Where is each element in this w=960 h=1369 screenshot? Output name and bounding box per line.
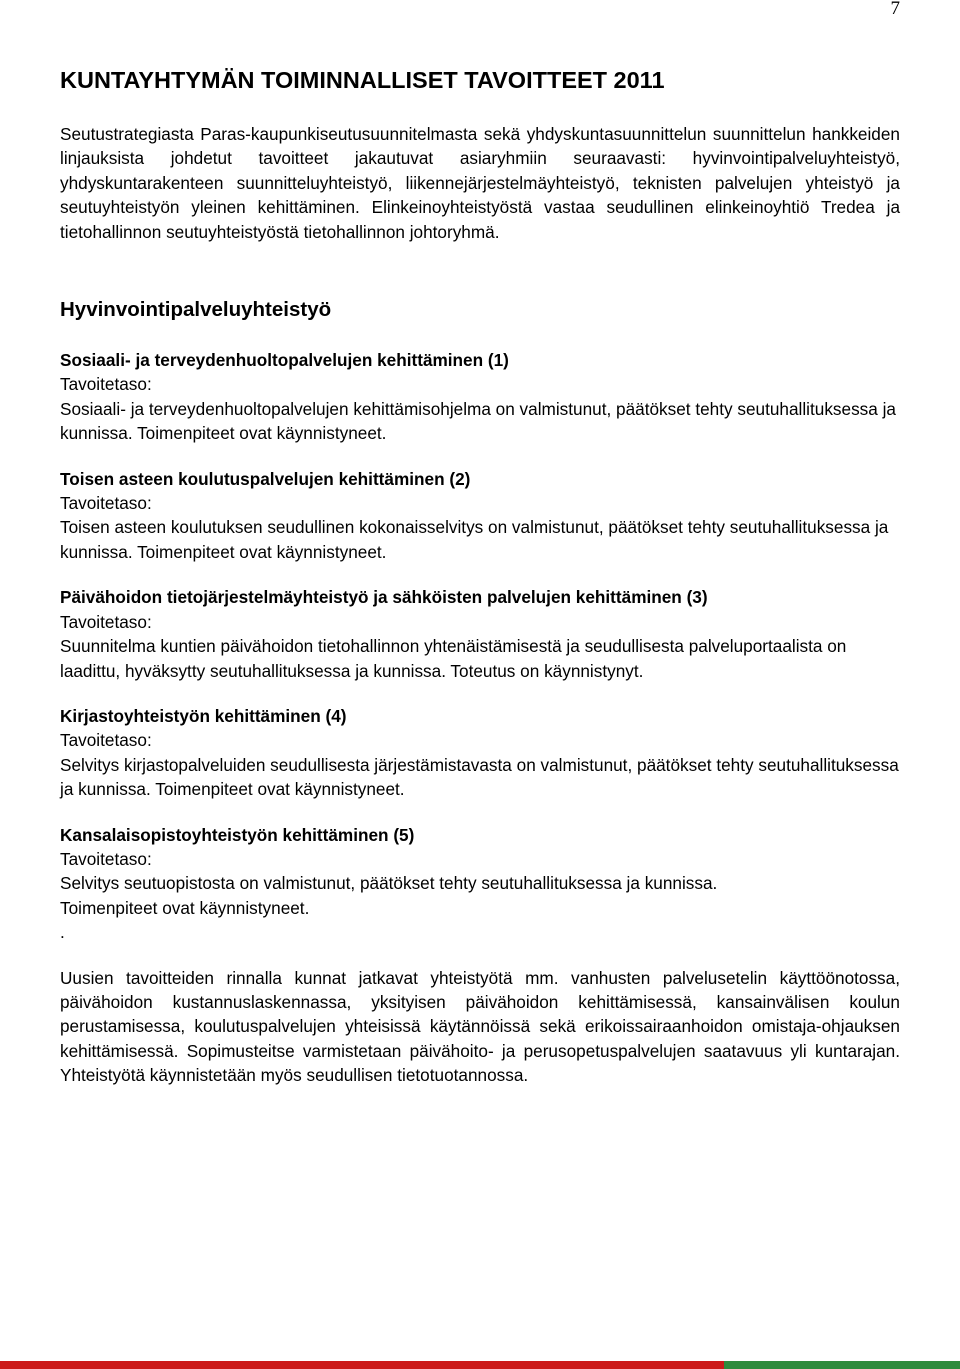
goal-title: Päivähoidon tietojärjestelmäyhteistyö ja sähköisten palvelujen kehittäminen (3) xyxy=(60,587,708,608)
goal-text: Suunnitelma kuntien päivähoidon tietohallinnon yhtenäistämisestä ja seudullisesta palveluportaalista on laadittu, hyväksytty seutuhallituksessa ja kunnissa. Toteutus on käynnistynyt. xyxy=(60,636,847,681)
intro-paragraph: Seutustrategiasta Paras-kaupunkiseutusuunnitelmasta sekä yhdyskuntasuunnittelun suunnittelun hankkeiden linjauksista johdetut tavoitteet jakautuvat asiaryhmiin seuraavasti: hyvinvointipalveluyhteistyö, yhdyskuntarakenteen suunnitteluyhteistyö, liikennejärjestelmäyhteistyö, teknisten palvelujen yhteistyö ja seutuyhteistyön yleinen kehittäminen. Elinkeinoyhteistyöstä vastaa seudullinen elinkeinoyhtiö Tredea ja tietohallinnon seutuyhteistyöstä tietohallinnon johtoryhmä. xyxy=(60,124,900,242)
footer-bar-red xyxy=(0,1361,724,1369)
section-heading: Hyvinvointipalveluyhteistyö xyxy=(60,298,332,322)
goal-item-4 xyxy=(60,704,900,802)
goal-text: Toisen asteen koulutuksen seudullinen kokonaisselvitys on valmistunut, päätökset tehty seutuhallituksessa ja kunnissa. Toimenpiteet ovat käynnistyneet. xyxy=(60,517,889,562)
goal-item-5 xyxy=(60,823,900,945)
goal-text: Selvitys kirjastopalveluiden seudullisesta järjestämistavasta on valmistunut, päätökset tehty seutuhallituksessa ja kunnissa. Toimenpiteet ovat käynnistyneet. xyxy=(60,754,899,800)
goal-item-2 xyxy=(60,467,900,565)
closing-paragraph: Uusien tavoitteiden rinnalla kunnat jatkavat yhteistyötä mm. vanhusten palvelusetelin käyttöönotossa, päivähoidon kustannuslaskennassa, yksityisen päivähoidon kehittämisessä, kansainvälisen koulun perustamisessa, koulutuspalvelujen yhteisissä käytännöissä sekä erikoissairaanhoidon omistaja-ohjauksen kehittämisessä. Sopimusteitse varmistetaan päivähoito- ja perusopetuspalvelujen saatavuus yli kuntarajan. Yhteistyötä käynnistetään myös seudullisen tietotuotannossa. xyxy=(60,967,900,1086)
goal-item-3 xyxy=(60,585,900,683)
goal-label: Tavoitetaso: xyxy=(60,611,152,632)
goal-title: Kirjastoyhteistyön kehittäminen (4) xyxy=(60,705,347,726)
stray-period: . xyxy=(60,922,65,943)
goal-label: Tavoitetaso: xyxy=(60,493,152,514)
goal-text-continued: Toimenpiteet ovat käynnistyneet. xyxy=(60,897,310,918)
footer-color-bar xyxy=(0,1361,960,1369)
page-title: KUNTAYHTYMÄN TOIMINNALLISET TAVOITTEET 2011 xyxy=(60,67,665,93)
goal-label: Tavoitetaso: xyxy=(60,730,152,751)
goal-label: Tavoitetaso: xyxy=(60,848,152,869)
goal-text: Selvitys seutuopistosta on valmistunut, päätökset tehty seutuhallituksessa ja kunnissa. xyxy=(60,873,718,894)
goal-title: Sosiaali- ja terveydenhuoltopalvelujen kehittäminen (1) xyxy=(60,350,509,371)
goal-title: Kansalaisopistoyhteistyön kehittäminen (5) xyxy=(60,824,415,845)
goal-text: Sosiaali- ja terveydenhuoltopalvelujen kehittämisohjelma on valmistunut, päätökset tehty seutuhallituksessa ja kunnissa. Toimenpiteet ovat käynnistyneet. xyxy=(60,398,896,444)
footer-bar-green xyxy=(724,1361,960,1369)
goal-item-1 xyxy=(60,348,900,446)
goal-title: Toisen asteen koulutuspalvelujen kehittäminen (2) xyxy=(60,468,471,489)
page-number: 7 xyxy=(890,0,900,19)
goal-label: Tavoitetaso: xyxy=(60,374,152,395)
document-body xyxy=(60,64,900,1088)
